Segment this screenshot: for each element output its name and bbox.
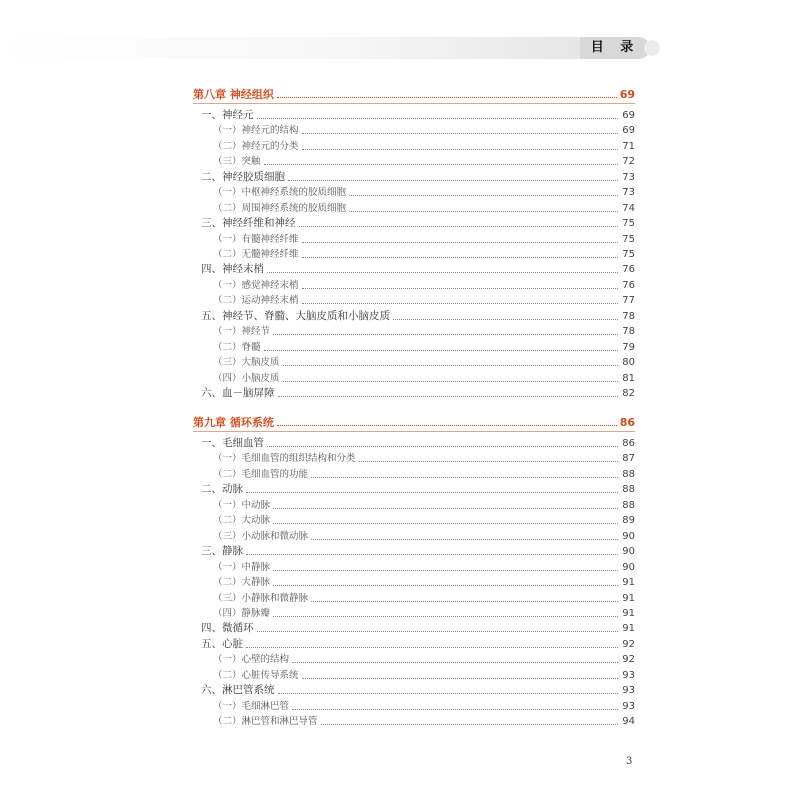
entry-label: 二、动脉 bbox=[201, 483, 243, 495]
entry-label: （四）小脑皮质 bbox=[213, 373, 280, 384]
toc-subsection[interactable] bbox=[193, 591, 635, 606]
entry-page: 76 bbox=[622, 264, 635, 275]
dot-leader bbox=[311, 476, 618, 478]
toc-section[interactable] bbox=[193, 544, 635, 559]
entry-page: 90 bbox=[622, 531, 635, 542]
chapter-page: 86 bbox=[619, 416, 635, 429]
entry-page: 79 bbox=[622, 342, 635, 353]
entry-page: 93 bbox=[622, 670, 635, 681]
dot-leader bbox=[359, 460, 618, 462]
entry-page: 76 bbox=[622, 280, 635, 291]
entry-label: （二）大动脉 bbox=[213, 515, 271, 526]
entry-label: 六、淋巴管系统 bbox=[201, 684, 275, 696]
entry-label: （一）心壁的结构 bbox=[213, 654, 290, 665]
chapter-rule bbox=[193, 103, 635, 104]
entry-label: （三）大脑皮质 bbox=[213, 357, 280, 368]
entry-page: 78 bbox=[622, 311, 635, 322]
chapter-heading[interactable] bbox=[193, 415, 635, 430]
dot-leader bbox=[349, 210, 618, 212]
entry-label: （二）毛细血管的功能 bbox=[213, 469, 309, 480]
toc-subsection[interactable] bbox=[193, 652, 635, 667]
dot-leader bbox=[288, 179, 618, 181]
toc-subsection[interactable] bbox=[193, 355, 635, 370]
dot-leader bbox=[257, 630, 619, 632]
toc-subsection[interactable] bbox=[193, 232, 635, 247]
dot-leader bbox=[302, 241, 618, 243]
entry-label: 五、心脏 bbox=[201, 638, 243, 650]
entry-label: （二）周围神经系统的胶质细胞 bbox=[213, 203, 347, 214]
toc-subsection[interactable] bbox=[193, 606, 635, 621]
entry-page: 73 bbox=[622, 172, 635, 183]
entry-page: 72 bbox=[622, 156, 635, 167]
entry-label: （一）有髓神经纤维 bbox=[213, 234, 299, 245]
entry-page: 71 bbox=[622, 141, 635, 152]
toc-subsection[interactable] bbox=[193, 340, 635, 355]
dot-leader bbox=[302, 148, 618, 150]
dot-leader bbox=[267, 445, 618, 447]
entry-page: 93 bbox=[622, 701, 635, 712]
toc-section[interactable] bbox=[193, 216, 635, 231]
page-number: 3 bbox=[626, 756, 633, 767]
toc-section[interactable] bbox=[193, 683, 635, 698]
entry-label: （一）毛细血管的组织结构和分类 bbox=[213, 453, 356, 464]
dot-leader bbox=[277, 424, 617, 426]
toc-subsection[interactable] bbox=[193, 278, 635, 293]
entry-label: （二）神经元的分类 bbox=[213, 141, 299, 152]
entry-label: （一）神经元的结构 bbox=[213, 125, 299, 136]
toc-section[interactable] bbox=[193, 170, 635, 185]
dot-leader bbox=[302, 287, 618, 289]
toc-subsection[interactable] bbox=[193, 293, 635, 308]
dot-leader bbox=[349, 194, 618, 196]
entry-label: （一）中动脉 bbox=[213, 500, 271, 511]
dot-leader bbox=[264, 349, 618, 351]
entry-page: 86 bbox=[622, 438, 635, 449]
entry-page: 75 bbox=[622, 249, 635, 260]
entry-page: 77 bbox=[622, 295, 635, 306]
entry-label: （二）脊髓 bbox=[213, 342, 261, 353]
dot-leader bbox=[302, 256, 618, 258]
entry-page: 92 bbox=[622, 639, 635, 650]
toc-subsection[interactable] bbox=[193, 139, 635, 154]
entry-page: 91 bbox=[622, 593, 635, 604]
entry-label: （三）突触 bbox=[213, 156, 261, 167]
dot-leader bbox=[299, 225, 619, 227]
toc-subsection[interactable] bbox=[193, 529, 635, 544]
chapter-page: 69 bbox=[619, 88, 635, 101]
entry-page: 82 bbox=[622, 388, 635, 399]
dot-leader bbox=[302, 132, 618, 134]
entry-page: 78 bbox=[622, 326, 635, 337]
dot-leader bbox=[267, 271, 618, 273]
entry-label: （二）无髓神经纤维 bbox=[213, 249, 299, 260]
entry-label: 四、神经末梢 bbox=[201, 263, 264, 275]
toc-subsection[interactable] bbox=[193, 451, 635, 466]
entry-page: 88 bbox=[622, 500, 635, 511]
toc-subsection[interactable] bbox=[193, 201, 635, 216]
entry-label: （一）中静脉 bbox=[213, 562, 271, 573]
toc-section[interactable] bbox=[193, 386, 635, 401]
entry-label: （一）感觉神经末梢 bbox=[213, 280, 299, 291]
toc-subsection[interactable] bbox=[193, 560, 635, 575]
entry-page: 94 bbox=[622, 716, 635, 727]
entry-page: 75 bbox=[622, 234, 635, 245]
entry-label: （三）小动脉和微动脉 bbox=[213, 531, 309, 542]
dot-leader bbox=[246, 646, 618, 648]
dot-leader bbox=[311, 538, 618, 540]
toc-section[interactable] bbox=[193, 262, 635, 277]
toc-subsection[interactable] bbox=[193, 498, 635, 513]
dot-leader bbox=[273, 569, 618, 571]
toc-section[interactable] bbox=[193, 108, 635, 123]
entry-page: 91 bbox=[622, 608, 635, 619]
toc-subsection[interactable] bbox=[193, 123, 635, 138]
entry-label: （四）静脉瓣 bbox=[213, 608, 271, 619]
entry-label: 三、神经纤维和神经 bbox=[201, 217, 296, 229]
entry-label: 一、神经元 bbox=[201, 109, 254, 121]
entry-page: 73 bbox=[622, 187, 635, 198]
entry-label: 六、血－脑屏障 bbox=[201, 387, 275, 399]
entry-label: （三）小静脉和微静脉 bbox=[213, 593, 309, 604]
header-gradient bbox=[0, 37, 640, 59]
toc-subsection[interactable] bbox=[193, 185, 635, 200]
dot-leader bbox=[302, 677, 618, 679]
toc-subsection[interactable] bbox=[193, 324, 635, 339]
entry-label: （一）中枢神经系统的胶质细胞 bbox=[213, 187, 347, 198]
entry-label: （一）神经节 bbox=[213, 326, 271, 337]
dot-leader bbox=[273, 333, 618, 335]
dot-leader bbox=[283, 364, 618, 366]
entry-label: （二）淋巴管和淋巴导管 bbox=[213, 716, 318, 727]
entry-label: （二）大静脉 bbox=[213, 577, 271, 588]
entry-page: 74 bbox=[622, 203, 635, 214]
header-bar bbox=[0, 37, 800, 59]
entry-page: 87 bbox=[622, 453, 635, 464]
toc-section[interactable] bbox=[193, 436, 635, 451]
dot-leader bbox=[311, 600, 618, 602]
toc-section[interactable] bbox=[193, 621, 635, 636]
entry-page: 88 bbox=[622, 484, 635, 495]
dot-leader bbox=[278, 395, 619, 397]
toc-subsection[interactable] bbox=[193, 513, 635, 528]
dot-leader bbox=[292, 661, 618, 663]
entry-page: 81 bbox=[622, 373, 635, 384]
dot-leader bbox=[273, 584, 618, 586]
entry-page: 91 bbox=[622, 577, 635, 588]
entry-label: 四、微循环 bbox=[201, 622, 254, 634]
dot-leader bbox=[277, 96, 617, 98]
entry-page: 69 bbox=[622, 125, 635, 136]
entry-page: 92 bbox=[622, 654, 635, 665]
dot-leader bbox=[273, 522, 618, 524]
toc-section[interactable] bbox=[193, 482, 635, 497]
toc-subsection[interactable] bbox=[193, 714, 635, 729]
toc-subsection[interactable] bbox=[193, 575, 635, 590]
chapter-title: 第九章 循环系统 bbox=[193, 416, 274, 429]
dot-leader bbox=[321, 723, 618, 725]
toc-subsection[interactable] bbox=[193, 371, 635, 386]
entry-page: 90 bbox=[622, 546, 635, 557]
dot-leader bbox=[246, 553, 618, 555]
entry-label: （二）心脏传导系统 bbox=[213, 670, 299, 681]
page-title: 目 录 bbox=[580, 37, 650, 59]
entry-label: 三、静脉 bbox=[201, 545, 243, 557]
entry-label: （二）运动神经末梢 bbox=[213, 295, 299, 306]
toc-subsection[interactable] bbox=[193, 154, 635, 169]
entry-label: 二、神经胶质细胞 bbox=[201, 171, 285, 183]
entry-page: 75 bbox=[622, 218, 635, 229]
toc-section[interactable] bbox=[193, 309, 635, 324]
toc-subsection[interactable] bbox=[193, 467, 635, 482]
toc-subsection[interactable] bbox=[193, 247, 635, 262]
dot-leader bbox=[302, 302, 618, 304]
entry-page: 93 bbox=[622, 685, 635, 696]
entry-page: 91 bbox=[622, 623, 635, 634]
chapter-rule bbox=[193, 431, 635, 432]
dot-leader bbox=[273, 615, 618, 617]
entry-label: （一）毛细淋巴管 bbox=[213, 701, 290, 712]
toc-section[interactable] bbox=[193, 637, 635, 652]
entry-page: 88 bbox=[622, 469, 635, 480]
dot-leader bbox=[393, 318, 618, 320]
dot-leader bbox=[257, 117, 619, 119]
chapter-title: 第八章 神经组织 bbox=[193, 88, 274, 101]
entry-page: 89 bbox=[622, 515, 635, 526]
entry-label: 一、毛细血管 bbox=[201, 437, 264, 449]
chapter-heading[interactable] bbox=[193, 87, 635, 102]
dot-leader bbox=[278, 692, 619, 694]
dot-leader bbox=[292, 708, 618, 710]
entry-page: 90 bbox=[622, 562, 635, 573]
dot-leader bbox=[246, 491, 618, 493]
entry-page: 69 bbox=[622, 110, 635, 121]
entry-page: 80 bbox=[622, 357, 635, 368]
dot-leader bbox=[273, 507, 618, 509]
entry-label: 五、神经节、脊髓、大脑皮质和小脑皮质 bbox=[201, 310, 390, 322]
toc-subsection[interactable] bbox=[193, 699, 635, 714]
toc-subsection[interactable] bbox=[193, 668, 635, 683]
dot-leader bbox=[264, 163, 618, 165]
dot-leader bbox=[283, 380, 618, 382]
